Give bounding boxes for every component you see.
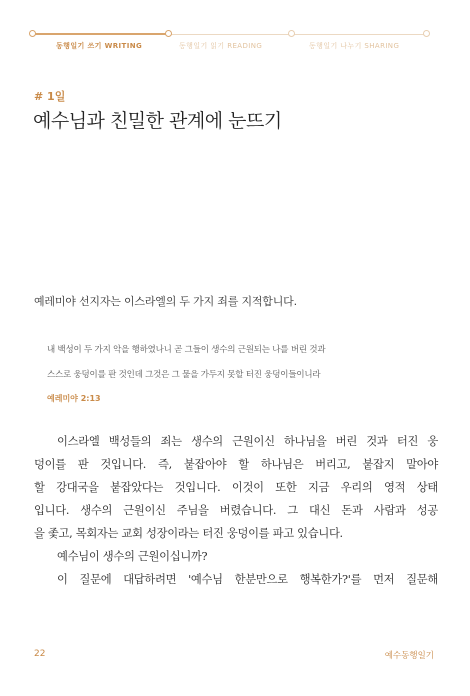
body-line: 할 강대국을 붙잡았다는 것입니다. 이것이 또한 지금 우리의 영적 상태 [34,481,438,494]
page-title: 예수님과 친밀한 관계에 눈뜨기 [33,110,282,132]
body-line: 이스라엘 백성들의 죄는 생수의 근원이신 하나님을 버린 것과 터진 웅 [57,435,438,448]
body-line: 입니다. 생수의 근원이신 주님을 버렸습니다. 그 대신 돈과 사람과 성공 [34,504,438,517]
page-number: 22 [34,649,46,659]
progress-dot [29,30,36,37]
progress-line [168,34,426,35]
scripture-reference: 예레미야 2:13 [47,394,101,403]
nav-step-writing: 동행일기 쓰기 WRITING [56,42,143,50]
scripture-quote-line: 스스로 웅덩이를 판 것인데 그것은 그 물을 가두지 못할 터진 웅덩이들이니라 [47,370,321,380]
progress-dot [288,30,295,37]
running-title: 예수동행일기 [384,651,434,661]
lead-sentence: 예레미야 선지자는 이스라엘의 두 가지 죄를 지적합니다. [34,295,297,308]
progress-nav [32,33,428,53]
body-line: 을 좇고, 목회자는 교회 성장이라는 터진 웅덩이를 파고 있습니다. [34,527,343,540]
body-line: 덩이를 판 것입니다. 즉, 붙잡아야 할 하나님은 버리고, 붙잡지 말아야 [34,458,438,471]
nav-step-reading: 동행일기 읽기 READING [179,42,263,50]
body-line: 예수님이 생수의 근원이십니까? [57,550,208,563]
progress-line-active [32,33,168,35]
day-label: # 1일 [34,90,66,103]
progress-dot [165,30,172,37]
progress-dot [423,30,430,37]
scripture-quote-line: 내 백성이 두 가지 악을 행하였나니 곧 그들이 생수의 근원되는 나를 버린 것과 [47,345,326,355]
body-line: 이 질문에 대답하려면 '예수님 한분만으로 행복한가?'를 먼저 질문해 [57,573,438,586]
nav-step-sharing: 동행일기 나누기 SHARING [309,42,400,50]
body-paragraphs [34,430,438,591]
